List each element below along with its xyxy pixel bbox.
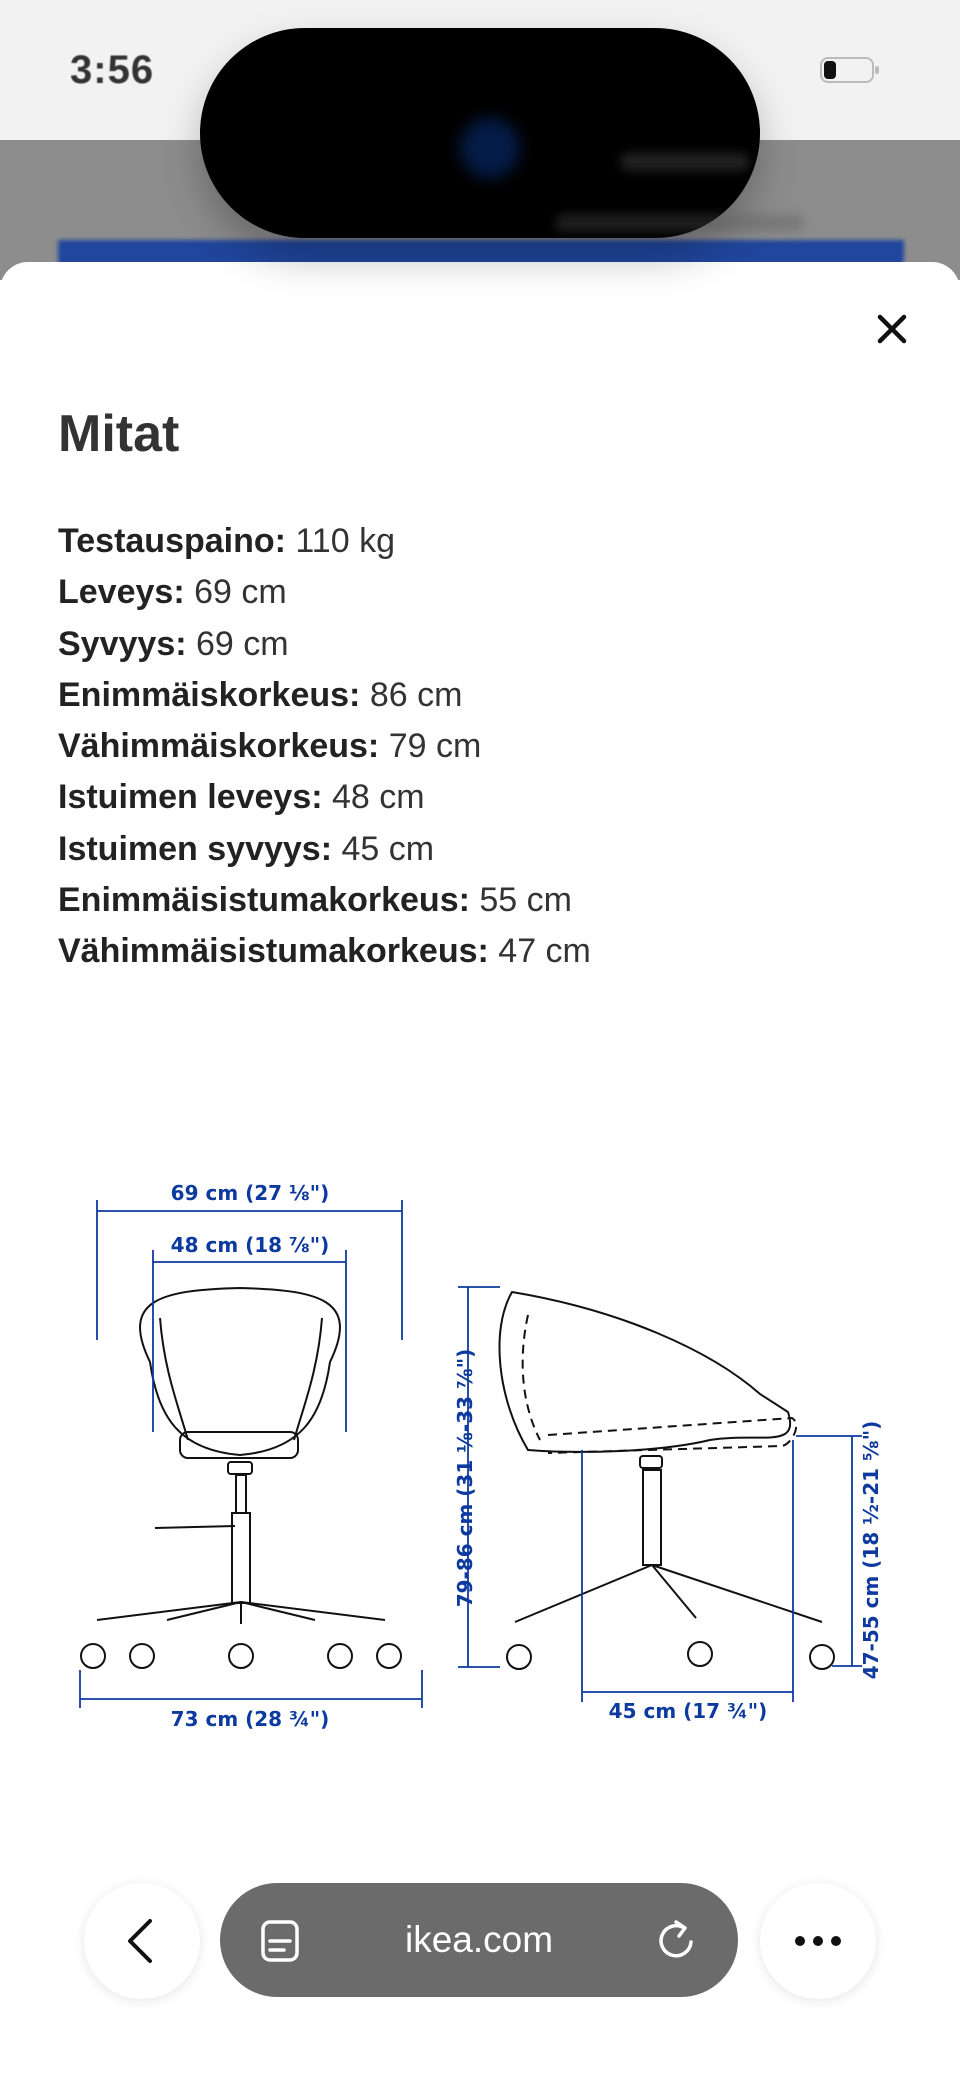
spec-item <box>58 926 591 977</box>
spec-value: 110 kg <box>295 522 395 560</box>
spec-label: Enimmäiskorkeus: <box>58 675 361 714</box>
spec-value: 69 cm <box>194 573 287 612</box>
spec-label: Testauspaino: <box>58 522 286 560</box>
spec-label: Istuimen leveys: <box>58 778 323 817</box>
status-time: 3:56 <box>70 48 155 92</box>
side-view-chair <box>499 1292 834 1669</box>
back-button[interactable] <box>84 1883 200 1999</box>
spec-item <box>58 772 591 823</box>
reload-icon[interactable] <box>654 1917 700 1963</box>
spec-label: Vähimmäiskorkeus: <box>58 727 380 766</box>
front-seat-width-label: 48 cm (18 ⅞") <box>170 1233 330 1257</box>
address-bar[interactable] <box>220 1883 738 1997</box>
spec-label: Leveys: <box>58 573 185 612</box>
spec-item <box>58 875 591 926</box>
spec-value: 86 cm <box>369 675 463 714</box>
spec-value: 79 cm <box>388 727 482 766</box>
spec-value: 48 cm <box>332 778 425 817</box>
spec-value: 55 cm <box>479 881 572 920</box>
url-text: ikea.com <box>404 1919 554 1960</box>
sheet-title: Mitat <box>58 405 180 463</box>
side-seat-depth-label: 45 cm (17 ¾") <box>608 1699 768 1723</box>
island-notification-title <box>620 153 750 171</box>
side-seat-height-label: 47-55 cm (18 ½-21 ⅝") <box>859 1420 883 1680</box>
more-button[interactable] <box>760 1883 876 1999</box>
side-height-label: 79-86 cm (31 ⅛-33 ⅞") <box>453 1348 477 1608</box>
spec-label: Vähimmäisistumakorkeus: <box>58 932 489 971</box>
spec-value: 47 cm <box>498 932 591 971</box>
island-notification-subtitle <box>555 214 805 232</box>
front-overall-width-label: 69 cm (27 ⅛") <box>170 1181 330 1205</box>
spec-value: 69 cm <box>196 624 289 663</box>
spec-item <box>58 824 591 875</box>
spec-item <box>58 721 591 772</box>
spec-label: Enimmäisistumakorkeus: <box>58 881 470 920</box>
spec-label: Syvyys: <box>58 624 187 663</box>
front-view-chair <box>81 1288 401 1668</box>
island-notification-icon <box>460 118 520 178</box>
spec-item <box>58 619 591 670</box>
chevron-left-icon <box>84 1883 200 1999</box>
dimension-drawing <box>60 1150 910 1770</box>
spec-item <box>58 516 591 567</box>
spec-label: Istuimen syvyys: <box>58 829 333 868</box>
dynamic-island <box>200 28 760 238</box>
spec-item <box>58 567 591 618</box>
more-icon <box>760 1883 876 1999</box>
close-icon[interactable] <box>868 305 916 353</box>
spec-list <box>58 516 591 978</box>
spec-value: 45 cm <box>341 829 435 868</box>
spec-item <box>58 670 591 721</box>
front-base-width-label: 73 cm (28 ¾") <box>170 1707 330 1731</box>
battery-icon <box>820 55 880 85</box>
